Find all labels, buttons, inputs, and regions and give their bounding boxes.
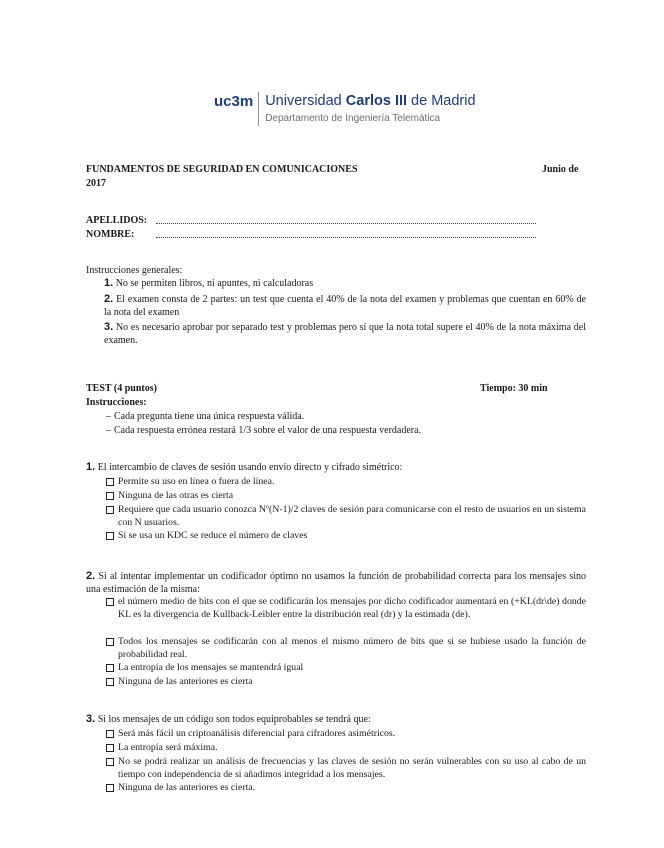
checkbox-icon[interactable] bbox=[106, 664, 114, 672]
checkbox-icon[interactable] bbox=[106, 506, 114, 514]
answer-option[interactable]: Será más fácil un criptoanálisis diferencial para cifradores asimétricos. bbox=[106, 727, 586, 740]
answer-option[interactable]: Permite su uso en línea o fuera de línea. bbox=[106, 475, 586, 488]
exam-date-month: Junio de bbox=[542, 164, 579, 175]
question-2: 2. Si al intentar implementar un codificador óptimo no usamos la función de probabilidad correcta para los mensajes sino una estimación de la misma: bbox=[86, 570, 586, 595]
checkbox-icon[interactable] bbox=[106, 492, 114, 500]
surname-field[interactable] bbox=[156, 214, 536, 224]
exam-date-year: 2017 bbox=[86, 178, 106, 189]
answer-option[interactable]: Ninguna de las anteriores es cierta. bbox=[106, 781, 586, 794]
answer-option[interactable]: No se podrá realizar un análisis de frecuencias y las claves de sesión no serán vulnerables con su uso al cabo de un tiempo con independencia de si añadimos integridad a los mensajes. bbox=[106, 755, 586, 781]
instruction-item: 1. No se permiten libros, ni apuntes, ni calculadoras bbox=[104, 277, 314, 289]
uc3m-logo-text: uc3m bbox=[214, 93, 254, 110]
university-name: Universidad Carlos III de Madrid bbox=[265, 93, 476, 109]
answer-option[interactable]: Requiere que cada usuario conozca Nº(N-1)/2 claves de sesión para comunicarse con el resto de usuarios en un sistema con N usuarios. bbox=[106, 503, 586, 529]
answer-option[interactable]: Ninguna de las anteriores es cierta bbox=[106, 675, 586, 688]
checkbox-icon[interactable] bbox=[106, 678, 114, 686]
instruction-item: 2. El examen consta de 2 partes: un test que cuenta el 40% de la nota del examen y problemas que cuentan en 60% de la nota del examen bbox=[104, 293, 586, 318]
answer-option[interactable]: Todos los mensajes se codificarán con al menos el mismo número de bits que si se hubiese usado la función de probabilidad real. bbox=[106, 635, 586, 661]
checkbox-icon[interactable] bbox=[106, 744, 114, 752]
name-field[interactable] bbox=[156, 228, 536, 238]
department-name: Departamento de Ingeniería Telemática bbox=[265, 113, 441, 124]
test-instructions-label: Instrucciones: bbox=[86, 397, 147, 408]
surname-label: APELLIDOS: bbox=[86, 215, 148, 226]
checkbox-icon[interactable] bbox=[106, 478, 114, 486]
name-label: NOMBRE: bbox=[86, 229, 135, 240]
question-1: 1. El intercambio de claves de sesión usando envío directo y cifrado simétrico: bbox=[86, 461, 403, 473]
test-time: Tiempo: 30 min bbox=[480, 383, 548, 394]
university-logo bbox=[214, 92, 476, 126]
answer-option[interactable]: La entropía de los mensajes se mantendrá igual bbox=[106, 661, 586, 674]
logo-divider bbox=[258, 92, 259, 126]
checkbox-icon[interactable] bbox=[106, 758, 114, 766]
answer-option[interactable]: La entropía será máxima. bbox=[106, 741, 586, 754]
checkbox-icon[interactable] bbox=[106, 730, 114, 738]
test-title: TEST (4 puntos) bbox=[86, 383, 157, 394]
instructions-heading: Instrucciones generales: bbox=[86, 265, 183, 276]
answer-option[interactable]: el número medio de bits con el que se codificarán los mensajes por dicho codificador aumentará en (+KL(dr\de) donde KL es la divergencia de Kullback-Leibler entre la distribución real (dr) y la estimada (de). bbox=[106, 595, 586, 621]
answer-option[interactable]: Si se usa un KDC se reduce el número de claves bbox=[106, 529, 586, 542]
course-title: FUNDAMENTOS DE SEGURIDAD EN COMUNICACIONES bbox=[86, 164, 358, 175]
test-rule: – Cada respuesta errónea restará 1/3 sobre el valor de una respuesta verdadera. bbox=[106, 425, 422, 436]
checkbox-icon[interactable] bbox=[106, 638, 114, 646]
answer-option[interactable]: Ninguna de las otras es cierta bbox=[106, 489, 586, 502]
checkbox-icon[interactable] bbox=[106, 598, 114, 606]
checkbox-icon[interactable] bbox=[106, 532, 114, 540]
checkbox-icon[interactable] bbox=[106, 784, 114, 792]
question-3: 3. Si los mensajes de un código son todos equiprobables se tendrá que: bbox=[86, 713, 371, 725]
test-rule: – Cada pregunta tiene una única respuesta válida. bbox=[106, 411, 305, 422]
instruction-item: 3. No es necesario aprobar por separado test y problemas pero sí que la nota total supere el 40% de la nota máxima del examen. bbox=[104, 321, 586, 346]
